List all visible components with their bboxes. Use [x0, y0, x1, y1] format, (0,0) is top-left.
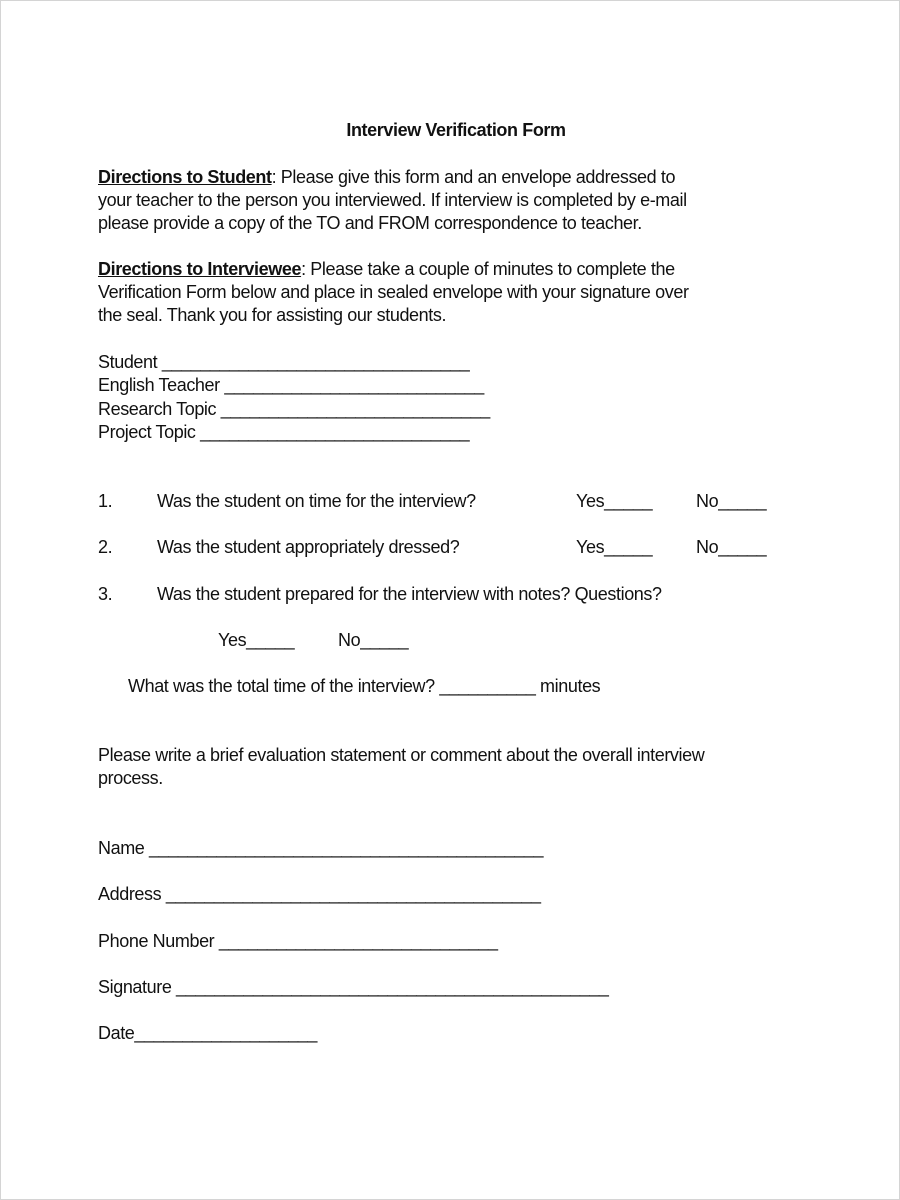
question-number: 1.: [98, 491, 113, 511]
question-text: Was the student appropriately dressed?: [157, 537, 460, 557]
research-topic-field[interactable]: Research Topic ____________________________: [98, 399, 490, 419]
signature-field[interactable]: Signature _____________________________________________: [98, 977, 609, 997]
date-field[interactable]: Date___________________: [98, 1023, 318, 1043]
evaluation-line-1: Please write a brief evaluation statement or comment about the overall interview: [98, 745, 705, 765]
yes-blank[interactable]: Yes_____: [576, 491, 653, 511]
name-field[interactable]: Name _________________________________________: [98, 838, 544, 858]
interviewee-directions-line-1: [98, 258, 818, 281]
yes-blank[interactable]: Yes_____: [576, 537, 653, 557]
question-number: 3.: [98, 584, 113, 604]
interviewee-directions: [98, 258, 818, 327]
interviewee-directions-heading: Directions to Interviewee: [98, 259, 302, 279]
student-field[interactable]: Student ________________________________: [98, 352, 470, 372]
interviewee-directions-line-3: the seal. Thank you for assisting our students.: [98, 305, 447, 325]
student-directions-line-2: your teacher to the person you interviewed. If interview is completed by e-mail: [98, 190, 687, 210]
student-directions-heading: Directions to Student: [98, 167, 272, 187]
evaluation-prompt: [98, 744, 818, 790]
english-teacher-field[interactable]: English Teacher ___________________________: [98, 375, 484, 395]
interviewee-directions-text-1: : Please take a couple of minutes to complete the: [301, 259, 675, 279]
q3-yes-blank[interactable]: Yes_____: [218, 630, 295, 650]
no-blank[interactable]: No_____: [696, 537, 767, 557]
question-text: Was the student on time for the interview?: [157, 491, 476, 511]
student-directions-text-1: : Please give this form and an envelope addressed to: [271, 167, 676, 187]
project-topic-field[interactable]: Project Topic ____________________________: [98, 422, 470, 442]
student-directions-line-3: please provide a copy of the TO and FROM correspondence to teacher.: [98, 213, 642, 233]
q3-no-blank[interactable]: No_____: [338, 630, 409, 650]
page-title: Interview Verification Form: [346, 120, 566, 140]
no-blank[interactable]: No_____: [696, 491, 767, 511]
interviewee-directions-line-2: Verification Form below and place in sealed envelope with your signature over: [98, 282, 689, 302]
evaluation-line-2: process.: [98, 768, 163, 788]
student-directions: [98, 166, 818, 235]
phone-number-field[interactable]: Phone Number _____________________________: [98, 931, 498, 951]
address-field[interactable]: Address _______________________________________: [98, 884, 541, 904]
question-number: 2.: [98, 537, 113, 557]
student-directions-line-1: [98, 166, 818, 189]
question-text: Was the student prepared for the interview with notes? Questions?: [157, 584, 662, 604]
total-time-field[interactable]: What was the total time of the interview? __________ minutes: [128, 676, 601, 696]
